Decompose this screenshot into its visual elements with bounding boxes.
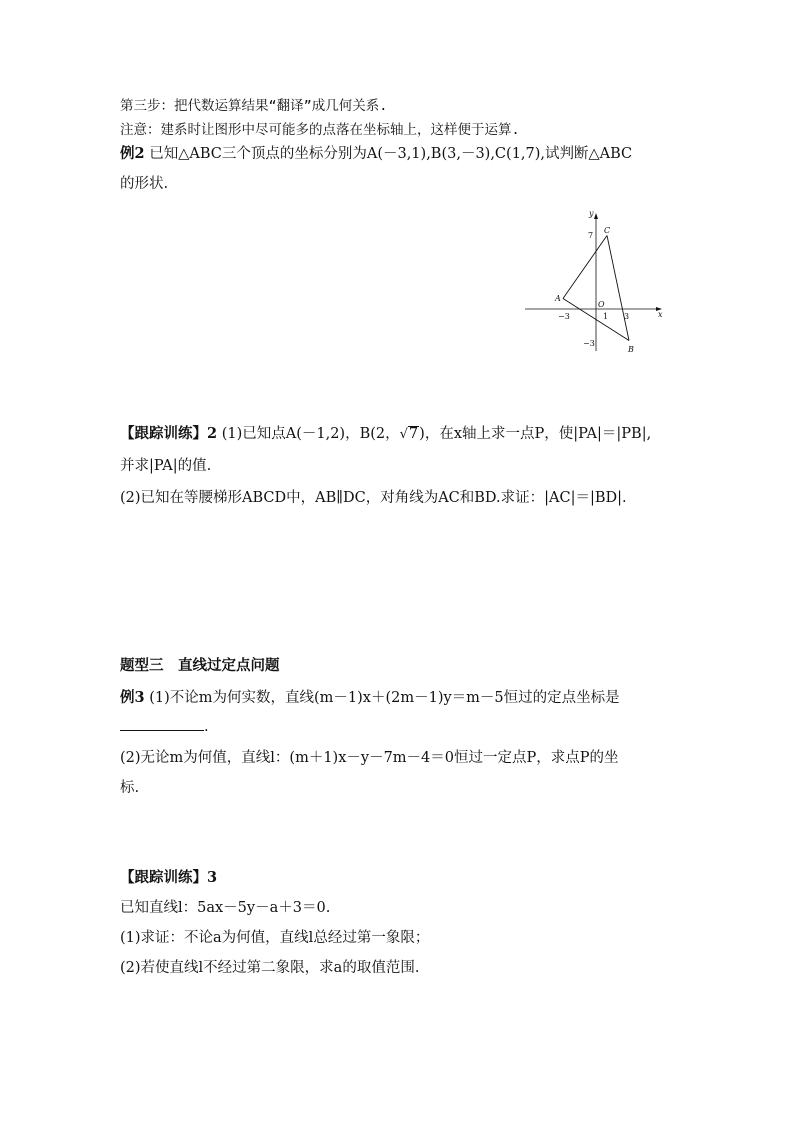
x-axis-label: x [658,310,663,319]
sqrt-radicand: 7 [408,426,419,442]
practice2-text-a: (1)已知点A(－1,2)，B(2， [221,426,400,442]
origin-label: O [598,300,605,309]
example3-line4: 标. [120,780,140,796]
tick-y-minus3: −3 [583,339,595,348]
note-text: 注意：建系时让图形中尽可能多的点落在坐标轴上，这样便于运算. [120,122,520,138]
example3-line1 [120,688,680,708]
practice3-line1: 已知直线l：5ax－5y－a＋3＝0. [120,900,331,916]
coordinate-figure [522,205,672,355]
example2-label: 例2 [120,145,145,162]
point-a-label: A [555,294,561,303]
tick-x-3: 3 [624,312,630,321]
tick-y-7: 7 [588,231,594,240]
section3-title: 题型三 直线过定点问题 [120,657,280,674]
tick-x-minus3: −3 [558,312,570,321]
practice2-line3: (2)已知在等腰梯形ABCD中，AB∥DC，对角线为AC和BD.求证：|AC|＝|BD|. [120,490,627,506]
practice2-text-b: )，在x轴上求一点P，使|PA|＝|PB|, [419,426,652,442]
point-b-label: B [628,345,634,354]
example3-text: (1)不论m为何实数，直线(m－1)x＋(2m－1)y＝m－5恒过的定点坐标是 [149,690,620,706]
example2-line1 [120,144,680,164]
example3-line2-end: . [204,719,209,735]
practice2-line1 [120,424,680,445]
example3-label: 例3 [120,689,145,706]
practice3-line2: (1)求证：不论a为何值，直线l总经过第一象限； [120,930,430,946]
step3-text: 第三步：把代数运算结果“翻译”成几何关系. [120,98,388,114]
example2-text: 已知△ABC三个顶点的坐标分别为A(－3,1),B(3,－3),C(1,7),试判断△ABC [149,146,633,162]
tick-x-1: 1 [603,312,609,321]
sqrt-sign: √ [399,427,408,442]
triangle-side-ca [563,236,607,299]
practice2-line2: 并求|PA|的值. [120,458,212,474]
example3-line3: (2)无论m为何值，直线l：(m＋1)x－y－7m－4＝0恒过一定点P，求点P的坐 [120,750,619,766]
y-axis-label: y [589,209,594,218]
practice3-line3: (2)若使直线l不经过第二象限，求a的取值范围. [120,960,420,976]
practice3-label: 【跟踪训练】3 [120,869,218,886]
answer-blank[interactable] [120,716,204,731]
example3-line2 [120,716,680,737]
practice2-label: 【跟踪训练】2 [120,425,218,442]
point-c-label: C [604,226,611,235]
example2-line2: 的形状. [120,176,169,192]
y-axis-arrow [594,213,598,219]
triangle-side-bc [607,236,629,341]
